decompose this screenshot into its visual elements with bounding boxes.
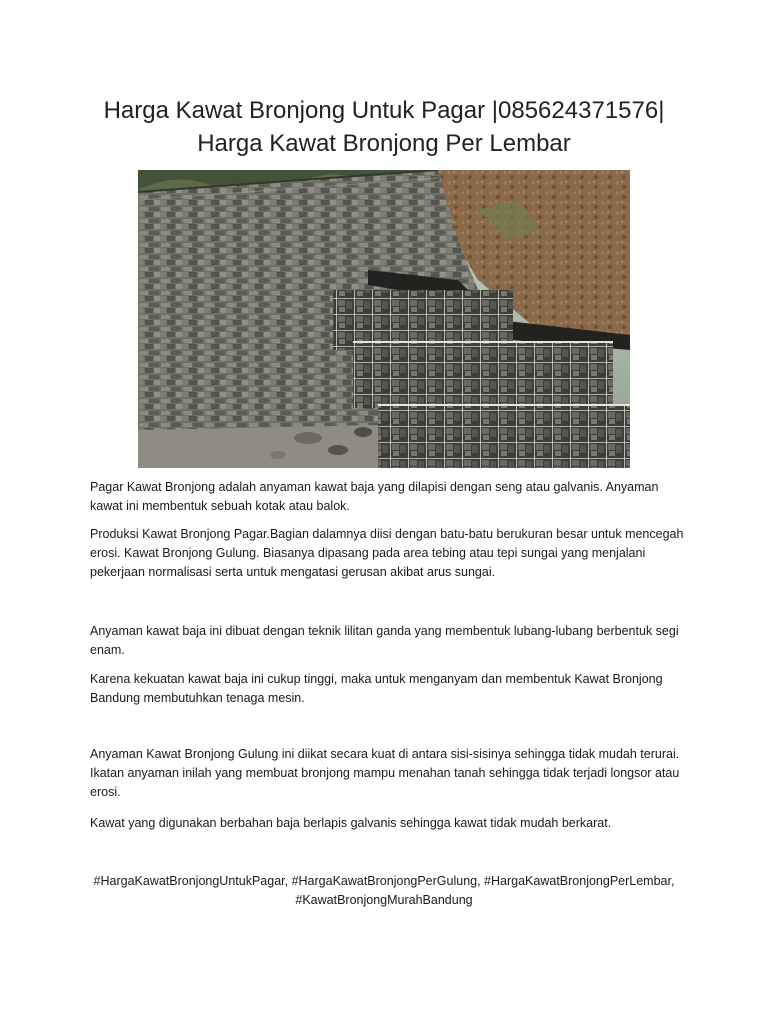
document-title [60, 94, 708, 160]
paragraph-5: Anyaman Kawat Bronjong Gulung ini diikat secara kuat di antara sisi-sisinya sehingga tidak mudah terurai. Ikatan anyaman inilah yang membuat bronjong mampu menahan tanah sehingga tidak terjadi longsor atau erosi. [90, 747, 680, 799]
hashtags [60, 872, 708, 910]
paragraph-4: Karena kekuatan kawat baja ini cukup tinggi, maka untuk menganyam dan membentuk Kawat Bronjong Bandung membutuhkan tenaga mesin. [90, 672, 663, 705]
hashtags-line-2: #KawatBronjongMurahBandung [295, 893, 473, 907]
gabion-wall-photo [138, 170, 630, 468]
title-line-2: Harga Kawat Bronjong Per Lembar [197, 130, 571, 157]
paragraph-2: Produksi Kawat Bronjong Pagar.Bagian dalamnya diisi dengan batu-batu berukuran besar untuk mencegah erosi. Kawat Bronjong Gulung. Biasanya dipasang pada area tebing atau tepi sungai yang menjalani pekerjaan normalisasi serta untuk mengatasi gerusan akibat arus sungai. [90, 527, 684, 579]
hashtags-line-1: #HargaKawatBronjongUntukPagar, #HargaKawatBronjongPerGulung, #HargaKawatBronjongPerLembar, [93, 874, 675, 888]
paragraph-1: Pagar Kawat Bronjong adalah anyaman kawat baja yang dilapisi dengan seng atau galvanis. Anyaman kawat ini membentuk sebuah kotak atau balok. [90, 480, 659, 513]
title-line-1: Harga Kawat Bronjong Untuk Pagar |085624371576| [103, 97, 665, 124]
paragraph-3: Anyaman kawat baja ini dibuat dengan teknik lilitan ganda yang membentuk lubang-lubang berbentuk segi enam. [90, 624, 679, 657]
paragraph-6: Kawat yang digunakan berbahan baja berlapis galvanis sehingga kawat tidak mudah berkarat. [90, 816, 612, 830]
